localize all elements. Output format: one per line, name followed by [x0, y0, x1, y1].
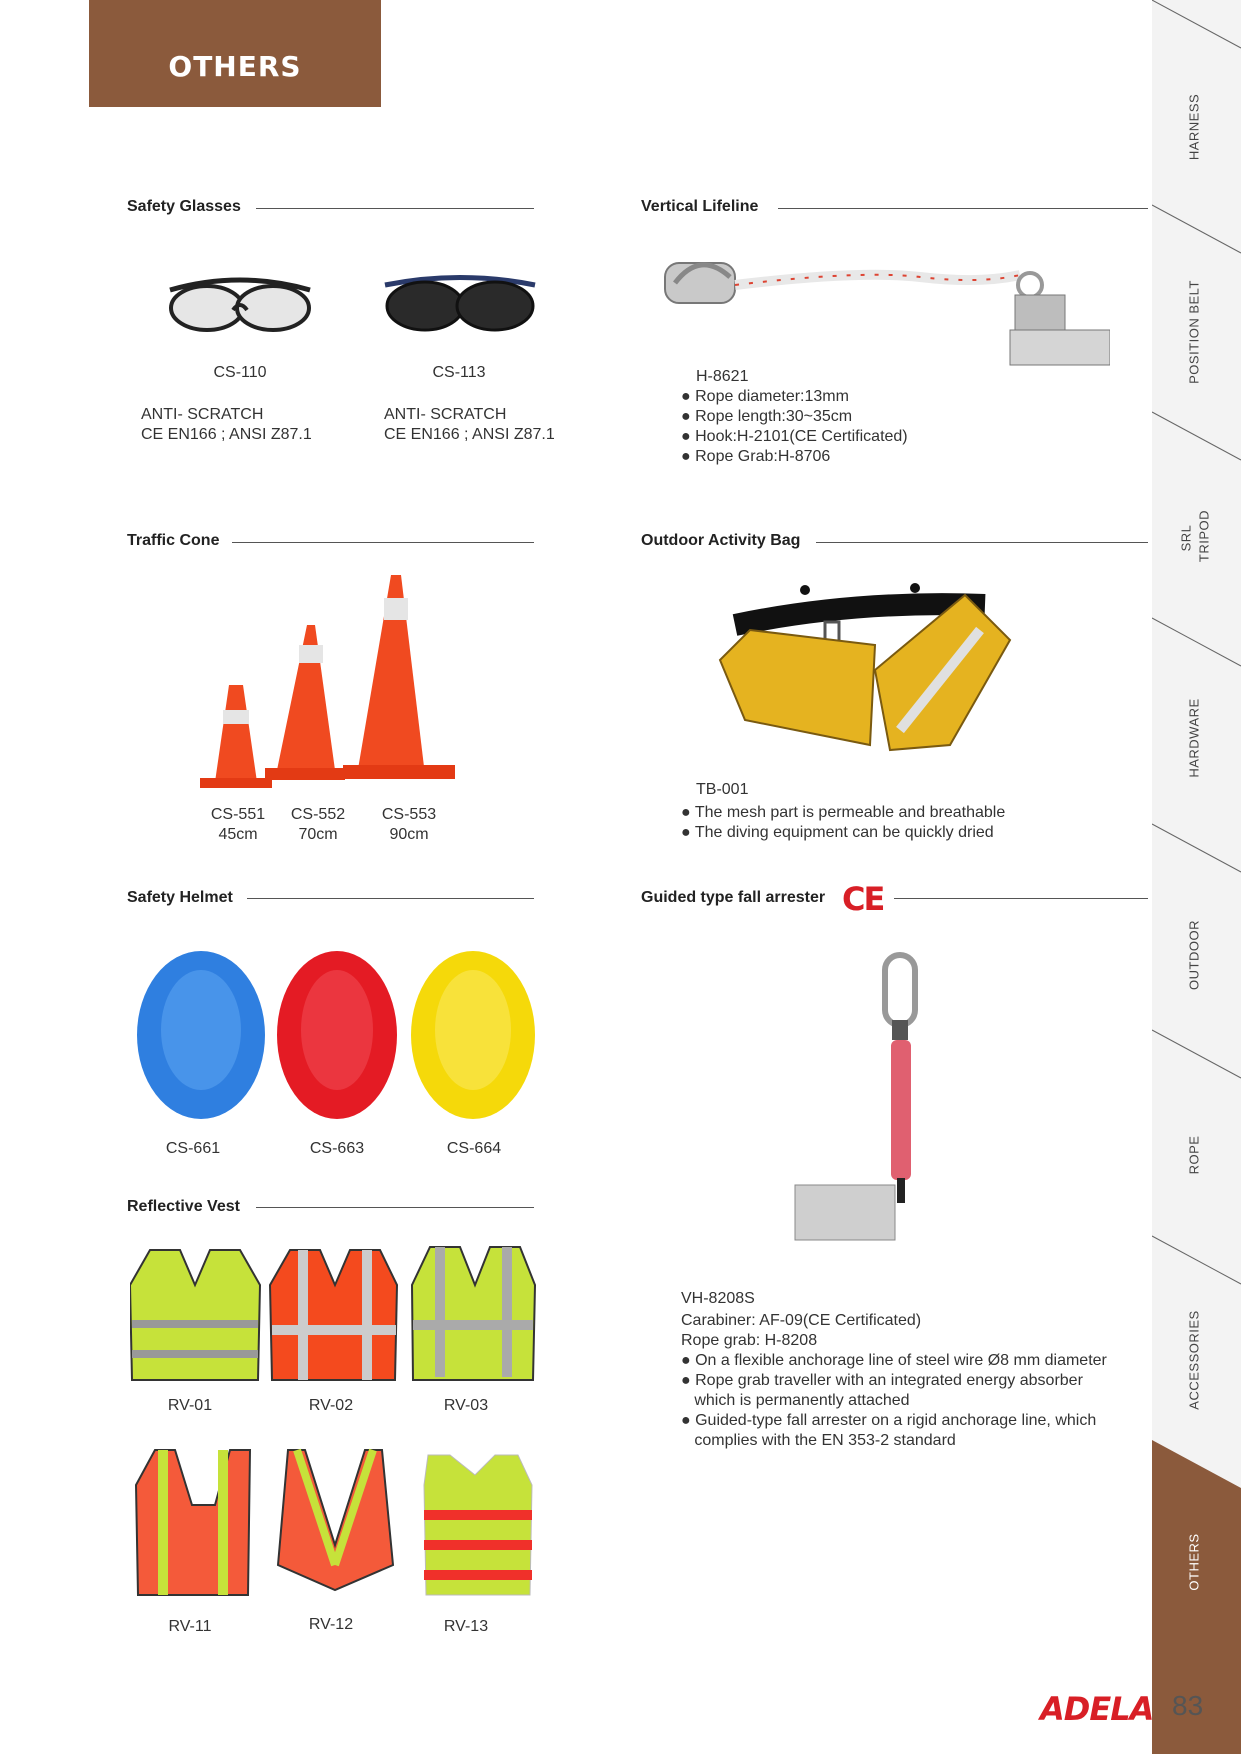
arrester-feature: complies with the EN 353-2 standard [681, 1432, 956, 1449]
section-title-safety-helmet: Safety Helmet [127, 889, 233, 906]
vests-row-1-image [130, 1245, 540, 1385]
lifeline-spec: ● Rope Grab:H-8706 [681, 448, 831, 465]
arrester-feature: ● Rope grab traveller with an integrated energy absorber [681, 1372, 1083, 1389]
lifeline-spec: ● Rope length:30~35cm [681, 408, 853, 425]
vest-code-rv11: RV-11 [168, 1618, 212, 1635]
glasses-standard-2: CE EN166 ; ANSI Z87.1 [384, 426, 555, 443]
bag-feature: ● The mesh part is permeable and breathable [681, 804, 1006, 821]
section-title-reflective-vest: Reflective Vest [127, 1198, 240, 1215]
cone-size-3: 90cm [389, 826, 429, 843]
section-rule [816, 542, 1148, 543]
tab-accessories[interactable]: ACCESSORIES [1186, 1310, 1202, 1410]
helmet-code-blue: CS-661 [165, 1140, 221, 1157]
glasses-dark-image [380, 270, 540, 345]
section-rule [232, 542, 534, 543]
tab-rope[interactable]: ROPE [1186, 1135, 1202, 1175]
sidebar [1152, 0, 1241, 1754]
glasses-feature-2: ANTI- SCRATCH [384, 406, 507, 423]
lifeline-model: H-8621 [696, 368, 749, 385]
sidebar-dividers [1152, 0, 1241, 1754]
bag-feature: ● The diving equipment can be quickly dried [681, 824, 994, 841]
arrester-feature: which is permanently attached [681, 1392, 910, 1409]
section-title-guided-arrester: Guided type fall arrester [641, 889, 826, 906]
tab-srl[interactable]: SRL [1178, 524, 1194, 552]
cone-code-3: CS-553 [381, 806, 437, 823]
page-number: 83 [1172, 1690, 1204, 1721]
helmet-code-yellow: CS-664 [446, 1140, 502, 1157]
brand-logo: ADELA [1040, 1690, 1154, 1728]
section-title-vertical-lifeline: Vertical Lifeline [641, 198, 759, 215]
arrester-carabiner: Carabiner: AF-09(CE Certificated) [681, 1312, 922, 1329]
outdoor-bag-image [705, 580, 1025, 755]
lifeline-spec: ● Rope diameter:13mm [681, 388, 849, 405]
tab-harness[interactable]: HARNESS [1186, 93, 1202, 161]
traffic-cones-image [195, 570, 460, 800]
cone-size-1: 45cm [218, 826, 258, 843]
arrester-model: VH-8208S [681, 1290, 755, 1307]
vest-code-rv12: RV-12 [308, 1616, 354, 1633]
arrester-feature: ● On a flexible anchorage line of steel wire Ø8 mm diameter [681, 1352, 1107, 1369]
section-title-safety-glasses: Safety Glasses [127, 198, 241, 215]
glasses-clear-image [165, 270, 315, 345]
glasses-standard-1: CE EN166 ; ANSI Z87.1 [141, 426, 312, 443]
vest-code-rv01: RV-01 [167, 1397, 213, 1414]
glasses-code-2: CS-113 [432, 364, 486, 381]
tab-others[interactable]: OTHERS [1186, 1533, 1202, 1591]
vests-row-2-image [130, 1445, 540, 1600]
glasses-feature-1: ANTI- SCRATCH [141, 406, 264, 423]
arrester-feature: ● Guided-type fall arrester on a rigid anchorage line, which [681, 1412, 1097, 1429]
page-title: OTHERS [168, 50, 302, 83]
tab-position-belt[interactable]: POSITION BELT [1186, 280, 1202, 384]
tab-outdoor[interactable]: OUTDOOR [1186, 920, 1202, 990]
section-rule [256, 1207, 534, 1208]
cone-code-2: CS-552 [290, 806, 346, 823]
section-rule [247, 898, 534, 899]
vest-code-rv02: RV-02 [308, 1397, 354, 1414]
tab-hardware[interactable]: HARDWARE [1186, 698, 1202, 778]
vest-code-rv13: RV-13 [443, 1618, 489, 1635]
section-rule [778, 208, 1148, 209]
arrester-rope-grab: Rope grab: H-8208 [681, 1332, 818, 1349]
bag-model: TB-001 [696, 781, 749, 798]
section-rule [256, 208, 534, 209]
helmets-image [133, 945, 538, 1125]
section-title-traffic-cone: Traffic Cone [127, 532, 220, 549]
cone-code-1: CS-551 [210, 806, 266, 823]
fall-arrester-image [785, 950, 935, 1250]
tab-tripod[interactable]: TRIPOD [1196, 509, 1212, 563]
glasses-code-1: CS-110 [213, 364, 267, 381]
ce-mark: CE [842, 880, 884, 918]
section-rule [894, 898, 1148, 899]
helmet-code-red: CS-663 [309, 1140, 365, 1157]
section-title-outdoor-bag: Outdoor Activity Bag [641, 532, 801, 549]
cone-size-2: 70cm [298, 826, 338, 843]
lifeline-spec: ● Hook:H-2101(CE Certificated) [681, 428, 908, 445]
vest-code-rv03: RV-03 [443, 1397, 489, 1414]
